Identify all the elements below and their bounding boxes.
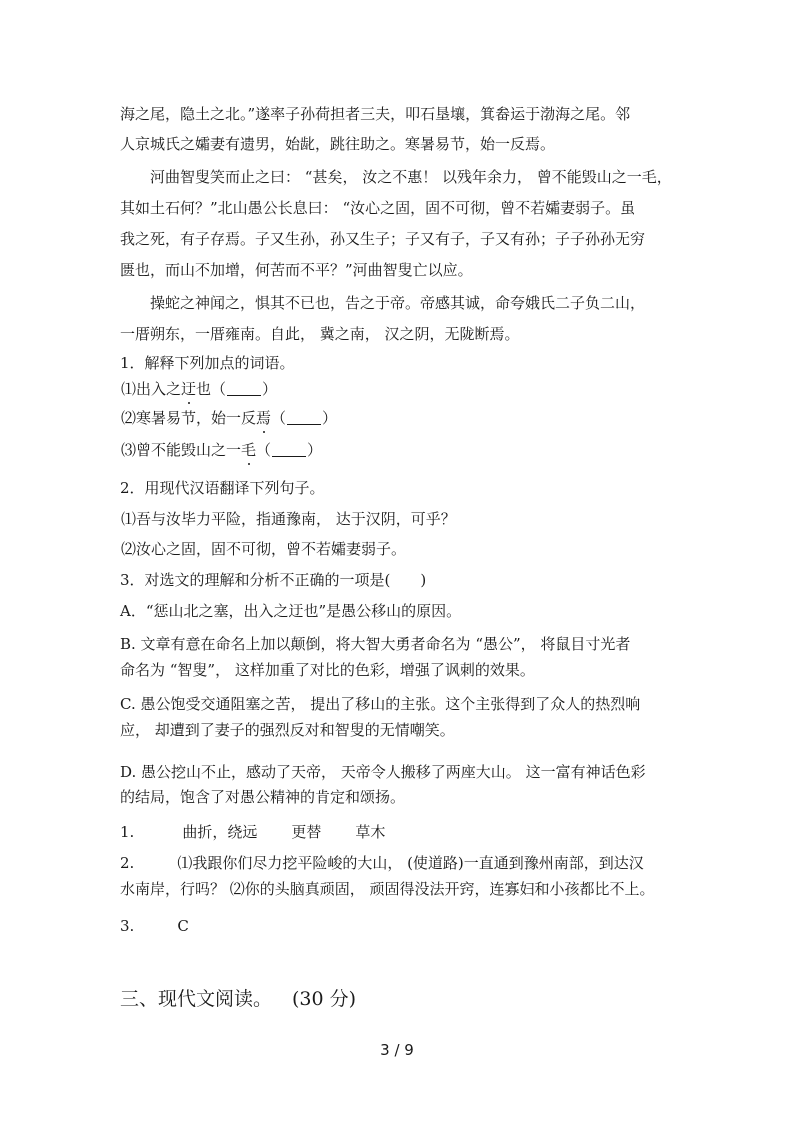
option-b-line: B. 文章有意在命名上加以颠倒，将大智大勇者命名为 “愚公”， 将鼠目寸光者 <box>120 635 631 653</box>
option-d-line: 的结局，饱含了对愚公精神的肯定和颂扬。 <box>120 788 406 806</box>
question-2b: ⑵汝心之固，固不可彻，曾不若孀妻弱子。 <box>121 540 407 558</box>
passage-line: 海之尾，隐土之北。”遂率子孙荷担者三夫，叩石垦壤，箕畚运于渤海之尾。邻 <box>120 105 631 123</box>
option-d-line: D. 愚公挖山不止，感动了天帝， 天帝令人搬移了两座大山。 这一富有神话色彩 <box>120 763 646 781</box>
option-a: A．“惩山北之塞，出入之迂也”是愚公移山的原因。 <box>120 602 462 620</box>
answer-2-line: 2. ⑴我跟你们尽力挖平险峻的大山， (使道路)一直通到豫州南部，到达汉 <box>120 854 644 872</box>
page-number: 3 / 9 <box>380 1041 414 1059</box>
answer-3: 3. C <box>120 917 189 935</box>
option-b-line: 命名为 “智叟”， 这样加重了对比的色彩，增强了讽刺的效果。 <box>120 661 535 679</box>
passage-line: 其如土石何？”北山愚公长息曰： “汝心之固，固不可彻，曾不若孀妻弱子。虽 <box>120 199 636 217</box>
passage-line: 我之死，有子存焉。子又生孙，孙又生子；子又有子，子又有孙；子子孙孙无穷 <box>120 230 646 248</box>
passage-line: 人京城氏之孀妻有遗男，始龀，跳往助之。寒暑易节，始一反焉。 <box>120 135 556 153</box>
emphasis-dot-word: 迂 <box>181 380 197 398</box>
answer-2-line: 水南岸，行吗？ ⑵你的头脑真顽固， 顽固得没法开窍，连寡妇和小孩都比不上。 <box>120 880 655 898</box>
passage-line: 一厝朔东，一厝雍南。自此， 冀之南， 汉之阴，无陇断焉。 <box>120 325 520 343</box>
question-1a: ⑴出入之迂也（ ） <box>121 380 278 398</box>
passage-line: 河曲智叟笑而止之曰： “甚矣， 汝之不惠！ 以残年余力， 曾不能毁山之一毛， <box>150 168 672 186</box>
emphasis-dot-word: 毛 <box>241 441 257 459</box>
question-1c: ⑶曾不能毁山之一毛（ ） <box>121 441 323 459</box>
question-1b: ⑵寒暑易节，始一反焉（ ） <box>121 409 338 427</box>
question-2a: ⑴吾与汝毕力平险，指通豫南， 达于汉阴，可乎？ <box>121 510 456 528</box>
passage-line: 操蛇之神闻之，惧其不已也，告之于帝。帝感其诚，命夸娥氏二子负二山， <box>150 294 646 312</box>
emphasis-dot-word: 焉 <box>256 409 272 427</box>
answer-blank[interactable] <box>287 410 321 425</box>
option-c-line: 应， 却遭到了妻子的强烈反对和智叟的无情嘲笑。 <box>120 721 455 739</box>
question-1-stem: 1．解释下列加点的词语。 <box>120 354 295 372</box>
section-heading: 三、现代文阅读。 (30 分) <box>120 988 357 1010</box>
question-3-stem: 3．对选文的理解和分析不正确的一项是( ) <box>120 571 427 589</box>
answer-1: 1. 曲折，绕远 更替 草木 <box>120 823 386 841</box>
option-c-line: C. 愚公饱受交通阻塞之苦， 提出了移山的主张。这个主张得到了众人的热烈响 <box>120 695 641 713</box>
answer-blank[interactable] <box>272 442 306 457</box>
question-2-stem: 2．用现代汉语翻译下列句子。 <box>120 479 325 497</box>
passage-line: 匮也，而山不加增，何苦而不平？”河曲智叟亡以应。 <box>120 261 473 279</box>
answer-blank[interactable] <box>227 381 261 396</box>
